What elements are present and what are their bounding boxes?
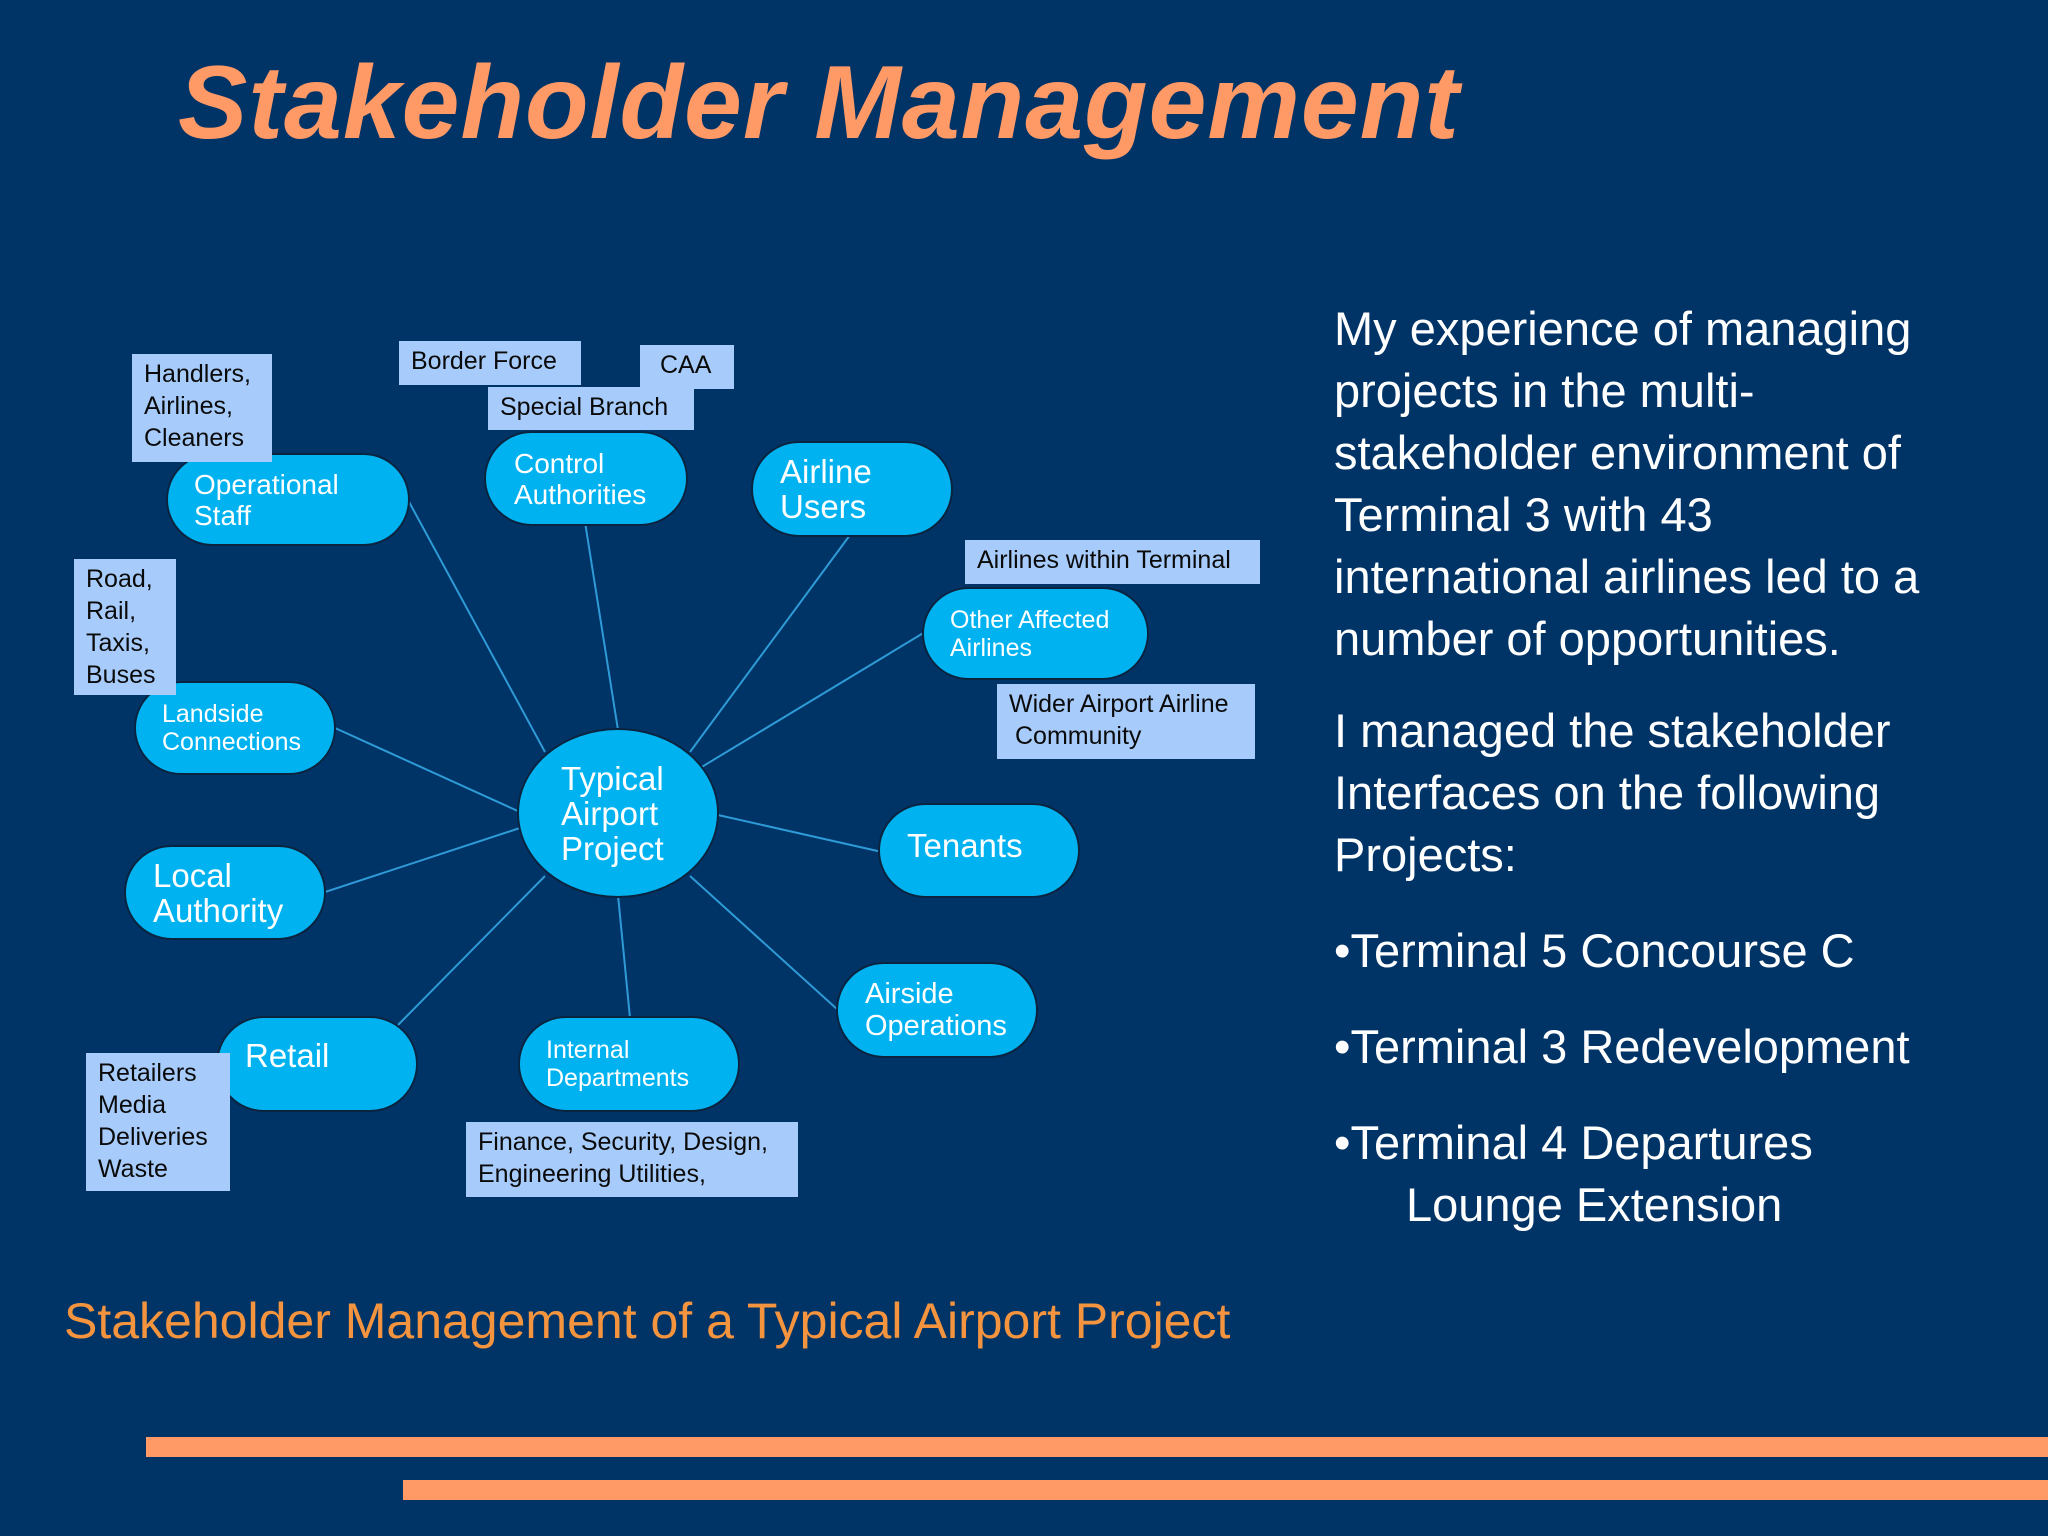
node-landside-connections [134, 681, 336, 775]
note-line: Retailers [98, 1059, 197, 1087]
note-caa [640, 345, 734, 389]
link-airside-operations [690, 876, 838, 1010]
node-label: Connections [162, 728, 301, 756]
accent-bar-top [146, 1437, 2048, 1457]
link-control-authorities [585, 522, 618, 730]
note-line: Special Branch [500, 393, 669, 421]
note-wider-airport-airline-community [997, 684, 1255, 759]
node-label: Internal [546, 1036, 630, 1064]
note-line: Community [1015, 722, 1142, 750]
node-label: Users [780, 488, 867, 525]
node-label: Control [514, 447, 605, 479]
link-landside-connections [335, 728, 520, 812]
center-label: Typical [561, 759, 664, 797]
node-airline-users [751, 441, 953, 537]
link-local-authority [322, 828, 520, 893]
note-road-rail-taxis-buses [74, 559, 176, 695]
note-line: Cleaners [144, 424, 245, 452]
link-tenants [718, 815, 882, 852]
text-line: Lounge Extension [1406, 1178, 1783, 1231]
node-airside-operations [836, 962, 1038, 1058]
note-retailers [86, 1053, 230, 1191]
center-label: Airport [561, 794, 659, 832]
note-line: Media [98, 1091, 167, 1119]
text-line: projects in the multi- [1334, 364, 1755, 417]
paragraph-gap [1334, 670, 2034, 700]
note-line: Airlines, [144, 392, 233, 420]
note-line: Deliveries [98, 1123, 208, 1151]
note-line: Taxis, [86, 629, 150, 657]
note-border-force [399, 341, 581, 385]
project-item [1334, 1016, 2034, 1078]
link-operational-staff [408, 500, 545, 752]
node-label: Departments [546, 1064, 690, 1092]
node-label: Airlines [950, 633, 1032, 662]
text-line: •Terminal 5 Concourse C [1334, 924, 1855, 977]
project-item [1334, 920, 2034, 982]
link-airline-users [690, 535, 850, 752]
node-typical-airport-project [517, 728, 719, 898]
text-line: My experience of managing [1334, 302, 1912, 355]
intro-paragraph [1334, 298, 2034, 670]
note-line: Handlers, [144, 360, 251, 388]
link-other-affected-airlines [700, 632, 925, 768]
note-airlines-within-terminal [965, 540, 1260, 584]
slide-title: Stakeholder Management [178, 45, 1460, 161]
note-finance-security-design [466, 1122, 798, 1197]
node-label: Authority [153, 891, 284, 929]
text-line: •Terminal 3 Redevelopment [1334, 1020, 1910, 1073]
link-internal-departments [618, 895, 630, 1018]
note-line: Buses [86, 661, 156, 689]
link-retail [398, 876, 545, 1025]
accent-bar-bottom [403, 1480, 2048, 1500]
note-special-branch [488, 387, 694, 430]
node-label: Retail [245, 1036, 330, 1074]
node-label: Local [153, 856, 232, 894]
node-label: Landside [162, 700, 264, 728]
note-handlers [132, 354, 272, 462]
node-tenants [878, 803, 1080, 898]
managed-paragraph [1334, 700, 2034, 886]
node-retail [216, 1016, 418, 1112]
project-item [1334, 1112, 2034, 1236]
note-line: Waste [98, 1155, 168, 1183]
note-line: Wider Airport Airline [1009, 690, 1229, 718]
node-label: Operational [194, 468, 339, 500]
text-line: Interfaces on the following [1334, 766, 1881, 819]
text-line: •Terminal 4 Departures [1334, 1116, 1813, 1169]
node-label: Tenants [907, 827, 1023, 864]
node-local-authority [124, 845, 326, 940]
note-line: Rail, [86, 597, 137, 625]
node-label: Staff [194, 499, 252, 531]
note-line: Border Force [411, 347, 557, 375]
node-other-affected-airlines [922, 587, 1149, 680]
node-control-authorities [484, 431, 688, 526]
note-line: Airlines within Terminal [977, 546, 1231, 574]
note-line: Finance, Security, Design, [478, 1128, 768, 1156]
node-label: Operations [865, 1010, 1007, 1042]
text-line: Terminal 3 with 43 [1334, 488, 1713, 541]
node-label: Authorities [514, 478, 647, 510]
text-line: international airlines led to a [1334, 550, 1920, 603]
text-line: number of opportunities. [1334, 612, 1841, 665]
center-label: Project [561, 829, 664, 867]
text-line: I managed the stakeholder [1334, 704, 1891, 757]
node-operational-staff [166, 453, 410, 546]
note-line: Road, [86, 565, 153, 593]
node-internal-departments [518, 1016, 740, 1112]
experience-panel [1334, 298, 2034, 1236]
diagram-caption: Stakeholder Management of a Typical Airport Project [64, 1293, 1231, 1349]
node-label: Other Affected [950, 605, 1110, 634]
text-line: stakeholder environment of [1334, 426, 1901, 479]
node-label: Airside [865, 978, 954, 1010]
note-line: CAA [660, 351, 712, 379]
note-line: Engineering Utilities, [478, 1160, 706, 1188]
text-line: Projects: [1334, 828, 1517, 881]
node-label: Airline [780, 453, 872, 490]
